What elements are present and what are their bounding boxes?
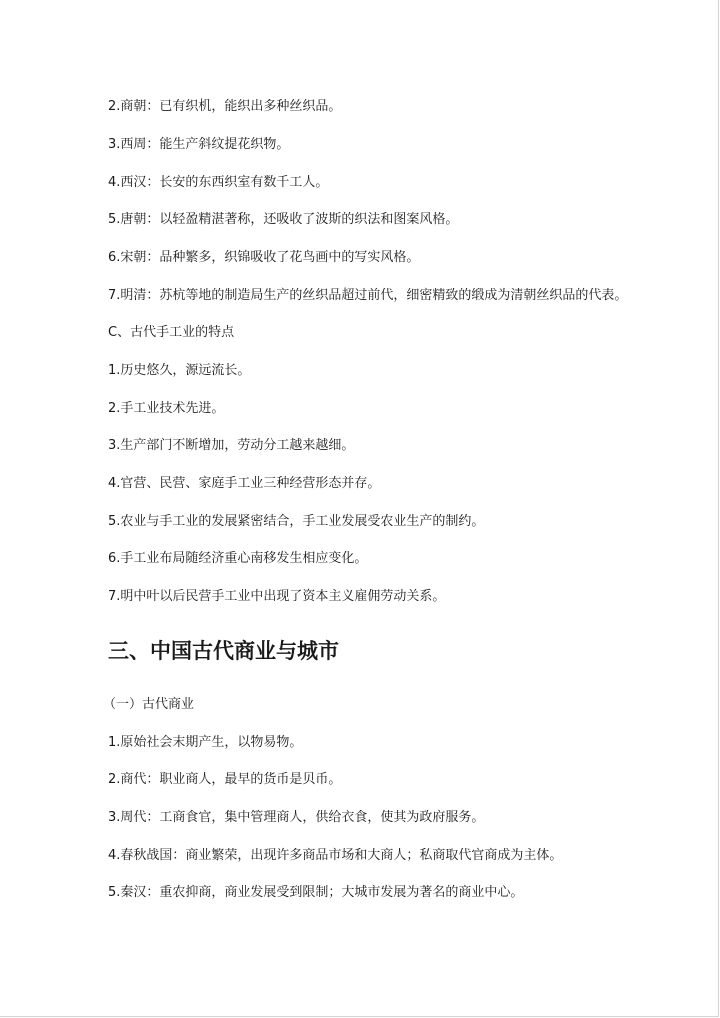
subsection-title: （一）古代商业 <box>103 697 195 712</box>
commerce-item-4: 4.春秋战国：商业繁荣，出现许多商品市场和大商人；私商取代官商成为主体。 <box>108 848 563 863</box>
commerce-item-1: 1.原始社会末期产生，以物易物。 <box>108 735 303 750</box>
handicraft-feature-3: 3.生产部门不断增加，劳动分工越来越细。 <box>108 438 355 453</box>
silk-item-ming-qing: 7.明清：苏杭等地的制造局生产的丝织品超过前代，细密精致的缎成为清朝丝织品的代表。 <box>108 288 628 303</box>
silk-item-shang: 2.商朝：已有织机，能织出多种丝织品。 <box>108 99 342 114</box>
silk-item-tang: 5.唐朝：以轻盈精湛著称，还吸收了波斯的织法和图案风格。 <box>108 212 459 227</box>
silk-item-western-zhou: 3.西周：能生产斜纹提花织物。 <box>108 137 290 152</box>
silk-item-song: 6.宋朝：品种繁多，织锦吸收了花鸟画中的写实风格。 <box>108 250 420 265</box>
handicraft-feature-4: 4.官营、民营、家庭手工业三种经营形态并存。 <box>108 476 381 491</box>
commerce-item-3: 3.周代：工商食官，集中管理商人，供给衣食，使其为政府服务。 <box>108 810 485 825</box>
commerce-item-5: 5.秦汉：重农抑商，商业发展受到限制；大城市发展为著名的商业中心。 <box>108 885 524 900</box>
handicraft-feature-7: 7.明中叶以后民营手工业中出现了资本主义雇佣劳动关系。 <box>108 589 446 604</box>
silk-item-western-han: 4.西汉：长安的东西织室有数千工人。 <box>108 175 329 190</box>
handicraft-feature-1: 1.历史悠久，源远流长。 <box>108 363 251 378</box>
handicraft-feature-6: 6.手工业布局随经济重心南移发生相应变化。 <box>108 551 368 566</box>
chapter-heading: 三、中国古代商业与城市 <box>108 639 339 663</box>
section-c-title: C、古代手工业的特点 <box>108 325 235 340</box>
commerce-item-2: 2.商代：职业商人，最早的货币是贝币。 <box>108 772 342 787</box>
handicraft-feature-2: 2.手工业技术先进。 <box>108 401 225 416</box>
handicraft-feature-5: 5.农业与手工业的发展紧密结合，手工业发展受农业生产的制约。 <box>108 514 485 529</box>
